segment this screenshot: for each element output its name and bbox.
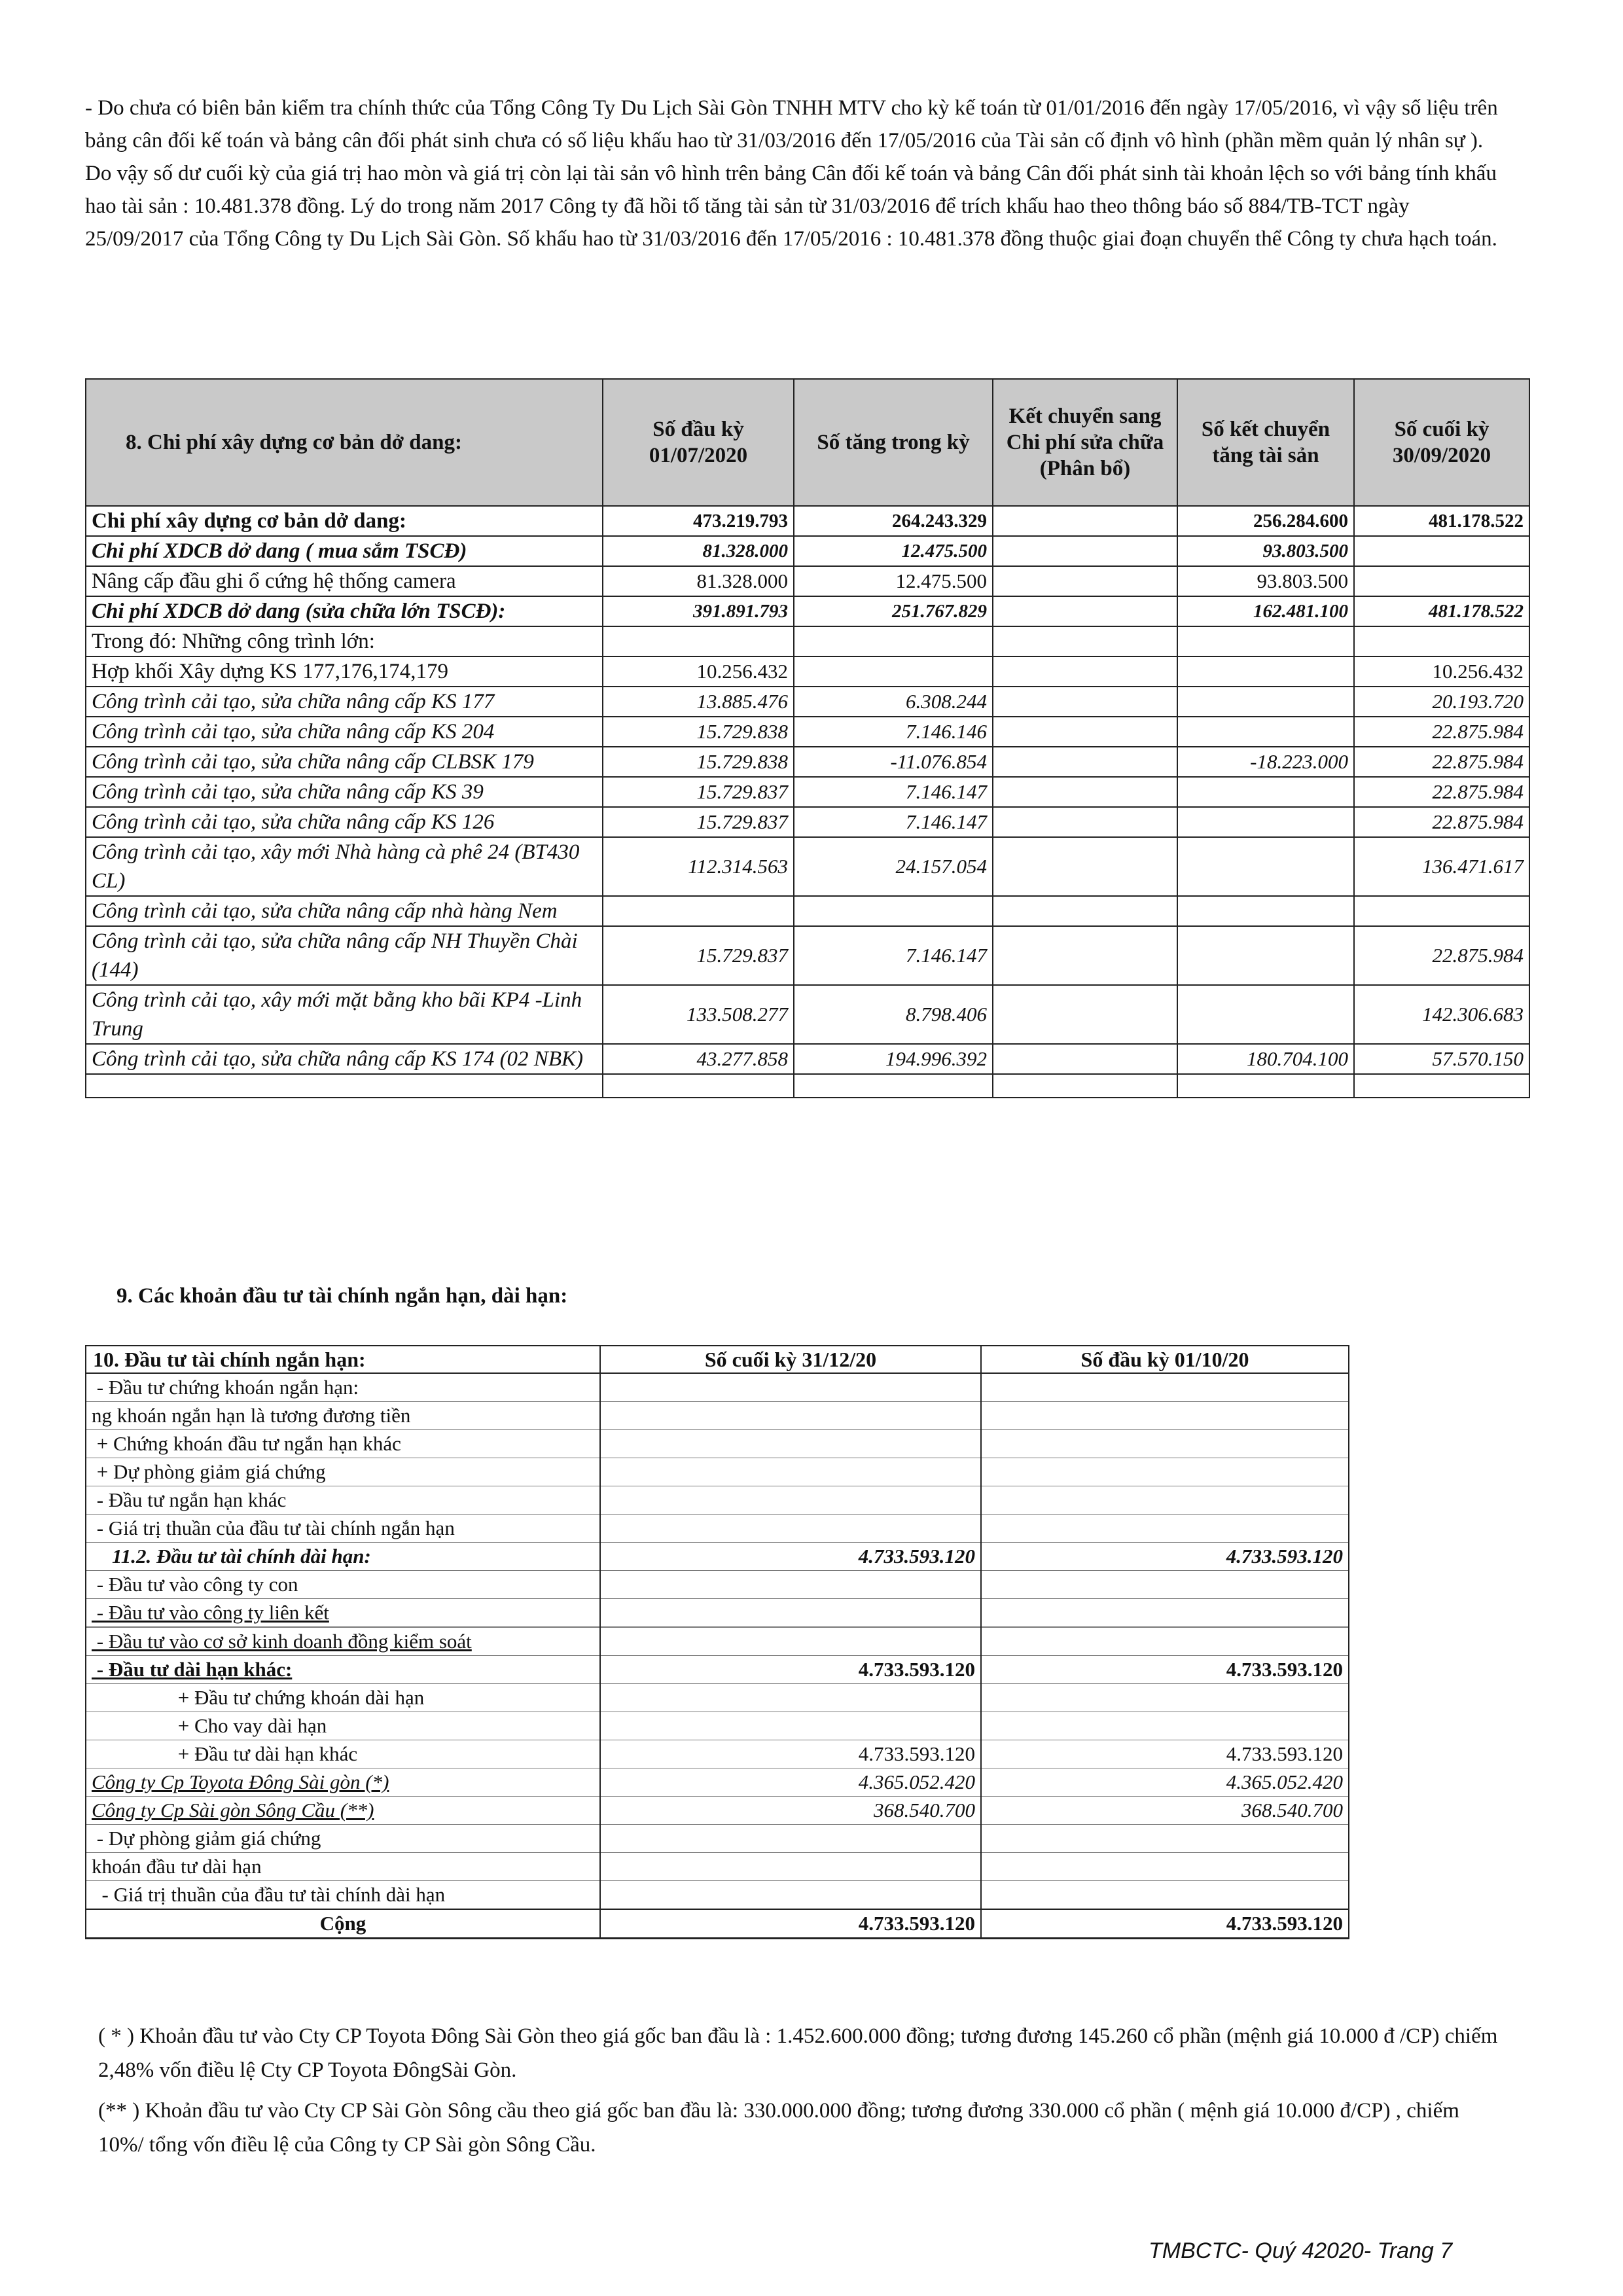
capex-cell-c2: 24.157.054: [794, 837, 993, 896]
investment-cell-c2: 368.540.700: [981, 1797, 1349, 1825]
page-footer: TMBCTC- Quý 42020- Trang 7: [1149, 2238, 1453, 2263]
capex-header-c2: Số tăng trong kỳ: [794, 379, 993, 506]
capex-cell-c5: 22.875.984: [1354, 926, 1529, 985]
capex-row: [86, 896, 1529, 926]
investment-cell-c2: [981, 1486, 1349, 1515]
investment-cell-c1: 4.733.593.120: [600, 1543, 981, 1571]
capex-table: [85, 378, 1530, 1098]
capex-cell-c4: [1177, 837, 1354, 896]
investment-row: [86, 1740, 1349, 1768]
investment-row-label-text: Công ty Cp Toyota Đông Sài gòn (*): [92, 1770, 389, 1793]
capex-cell-c2: 12.475.500: [794, 566, 993, 596]
investment-cell-c2: [981, 1825, 1349, 1853]
investment-row-label-text: + Đầu tư chứng khoán dài hạn: [92, 1686, 425, 1709]
capex-cell-c3: [993, 687, 1177, 717]
capex-row-label: Chi phí XDCB dở dang (sửa chữa lớn TSCĐ):: [86, 596, 603, 626]
investment-cell-c2: [981, 1515, 1349, 1543]
capex-cell-c4: [1177, 777, 1354, 807]
capex-cell-c3: [993, 506, 1177, 536]
investment-cell-c1: [600, 1599, 981, 1627]
capex-cell-c2: [794, 656, 993, 687]
capex-cell-c3: [993, 926, 1177, 985]
investment-row-label-text: + Chứng khoán đầu tư ngắn hạn khác: [92, 1432, 401, 1455]
capex-cell-c2: 8.798.406: [794, 985, 993, 1044]
footnote-1: ( * ) Khoản đầu tư vào Cty CP Toyota Đông Sài Gòn theo giá gốc ban đầu là : 1.452.600.000 đồng; tương đương 145.260 cổ phần (mệnh giá 10.000 đ /CP) chiếm 2,48% vốn điều lệ Cty CP Toyota ĐôngSài Gòn.: [98, 2024, 1498, 2082]
capex-cell-c1: 133.508.277: [603, 985, 794, 1044]
investment-header-c2: Số đầu kỳ 01/10/20: [981, 1346, 1349, 1373]
capex-cell-c5: 481.178.522: [1354, 596, 1529, 626]
capex-cell-c1: 10.256.432: [603, 656, 794, 687]
capex-empty-cell: [1177, 1074, 1354, 1098]
capex-cell-c3: [993, 536, 1177, 566]
investment-row-label: [86, 1712, 600, 1740]
investment-row-label-text: + Đầu tư dài hạn khác: [92, 1742, 358, 1765]
investment-cell-c1: [600, 1853, 981, 1881]
investment-cell-c2: [981, 1571, 1349, 1599]
investment-row: [86, 1853, 1349, 1881]
investment-row: [86, 1909, 1349, 1939]
capex-row: [86, 566, 1529, 596]
capex-row: [86, 626, 1529, 656]
investment-row-label-text: - Đầu tư vào cơ sở kinh doanh đồng kiểm soát: [92, 1630, 472, 1653]
capex-cell-c5: 136.471.617: [1354, 837, 1529, 896]
intro-paragraph: [85, 92, 1512, 255]
capex-cell-c4: [1177, 896, 1354, 926]
investment-header-row: [86, 1346, 1349, 1373]
capex-cell-c3: [993, 985, 1177, 1044]
investment-row-label: [86, 1458, 600, 1486]
investment-cell-c1: 368.540.700: [600, 1797, 981, 1825]
investment-row-label-text: khoán đầu tư dài hạn: [92, 1855, 262, 1878]
capex-row: [86, 1044, 1529, 1074]
capex-cell-c5: [1354, 536, 1529, 566]
investment-row-label: [86, 1684, 600, 1712]
investment-row-label: [86, 1402, 600, 1430]
investment-cell-c1: [600, 1430, 981, 1458]
capex-cell-c4: [1177, 717, 1354, 747]
capex-cell-c3: [993, 1044, 1177, 1074]
section-9-title: 9. Các khoản đầu tư tài chính ngắn hạn, dài hạn:: [116, 1284, 568, 1308]
capex-cell-c1: 81.328.000: [603, 566, 794, 596]
investment-row: [86, 1684, 1349, 1712]
investment-row-label-text: + Cho vay dài hạn: [92, 1714, 327, 1737]
footnotes: [98, 2019, 1505, 2168]
investment-row-label: [86, 1768, 600, 1797]
capex-cell-c2: 7.146.147: [794, 926, 993, 985]
investment-row-label-text: - Giá trị thuần của đầu tư tài chính dài hạn: [92, 1883, 446, 1906]
capex-cell-c1: [603, 896, 794, 926]
capex-cell-c1: 81.328.000: [603, 536, 794, 566]
investment-cell-c1: 4.733.593.120: [600, 1909, 981, 1939]
investment-row: [86, 1402, 1349, 1430]
capex-cell-c4: 180.704.100: [1177, 1044, 1354, 1074]
capex-row: [86, 596, 1529, 626]
capex-cell-c5: 10.256.432: [1354, 656, 1529, 687]
capex-cell-c1: 473.219.793: [603, 506, 794, 536]
capex-cell-c2: 6.308.244: [794, 687, 993, 717]
capex-header-c1: Số đầu kỳ 01/07/2020: [603, 379, 794, 506]
investment-cell-c1: [600, 1628, 981, 1656]
capex-row-label: Công trình cải tạo, sửa chữa nâng cấp nhà hàng Nem: [86, 896, 603, 926]
capex-cell-c3: [993, 626, 1177, 656]
investment-row-label-text: Công ty Cp Sài gòn Sông Cầu (**): [92, 1799, 374, 1821]
capex-row-label: Trong đó: Những công trình lớn:: [86, 626, 603, 656]
capex-cell-c2: 264.243.329: [794, 506, 993, 536]
investment-row: [86, 1458, 1349, 1486]
investment-cell-c2: 4.733.593.120: [981, 1740, 1349, 1768]
capex-empty-cell: [794, 1074, 993, 1098]
investment-row-label-text: - Đầu tư chứng khoán ngắn hạn:: [92, 1376, 359, 1399]
investment-row-label: [86, 1628, 600, 1656]
capex-header-c5: Số cuối kỳ 30/09/2020: [1354, 379, 1529, 506]
capex-row-label: Công trình cải tạo, sửa chữa nâng cấp KS 174 (02 NBK): [86, 1044, 603, 1074]
capex-cell-c3: [993, 656, 1177, 687]
capex-empty-cell: [993, 1074, 1177, 1098]
capex-cell-c1: 391.891.793: [603, 596, 794, 626]
investment-row: [86, 1543, 1349, 1571]
capex-cell-c1: 15.729.838: [603, 717, 794, 747]
investment-cell-c1: 4.733.593.120: [600, 1656, 981, 1684]
capex-cell-c1: 15.729.837: [603, 807, 794, 837]
capex-cell-c5: 481.178.522: [1354, 506, 1529, 536]
investment-row-label: [86, 1486, 600, 1515]
investment-row: [86, 1797, 1349, 1825]
capex-cell-c5: 20.193.720: [1354, 687, 1529, 717]
investment-cell-c2: 4.733.593.120: [981, 1909, 1349, 1939]
investment-header-c1: Số cuối kỳ 31/12/20: [600, 1346, 981, 1373]
investment-cell-c2: [981, 1373, 1349, 1402]
capex-cell-c3: [993, 747, 1177, 777]
capex-cell-c5: 22.875.984: [1354, 807, 1529, 837]
investment-row: [86, 1430, 1349, 1458]
investment-cell-c2: [981, 1712, 1349, 1740]
investment-row-label: [86, 1797, 600, 1825]
capex-row-label: Chi phí XDCB dở dang ( mua sắm TSCĐ): [86, 536, 603, 566]
investment-row-label-text: - Đầu tư dài hạn khác:: [92, 1658, 293, 1681]
investment-cell-c2: [981, 1684, 1349, 1712]
investment-row-label: [86, 1909, 600, 1939]
capex-cell-c4: 93.803.500: [1177, 566, 1354, 596]
capex-cell-c5: 22.875.984: [1354, 747, 1529, 777]
investment-row-label-text: - Đầu tư vào công ty con: [92, 1573, 298, 1596]
capex-row: [86, 656, 1529, 687]
capex-row: [86, 536, 1529, 566]
investment-cell-c1: 4.733.593.120: [600, 1740, 981, 1768]
capex-row-label: Chi phí xây dựng cơ bản dở dang:: [86, 506, 603, 536]
capex-cell-c3: [993, 837, 1177, 896]
investment-cell-c2: [981, 1458, 1349, 1486]
investment-row-label: [86, 1373, 600, 1402]
investment-cell-c1: 4.365.052.420: [600, 1768, 981, 1797]
capex-empty-cell: [603, 1074, 794, 1098]
investment-row: [86, 1571, 1349, 1599]
investment-cell-c2: [981, 1599, 1349, 1627]
investment-cell-c1: [600, 1402, 981, 1430]
investment-row: [86, 1825, 1349, 1853]
investment-row: [86, 1486, 1349, 1515]
investment-row: [86, 1515, 1349, 1543]
capex-row: [86, 687, 1529, 717]
investment-cell-c1: [600, 1515, 981, 1543]
capex-cell-c4: 256.284.600: [1177, 506, 1354, 536]
capex-cell-c1: 15.729.837: [603, 777, 794, 807]
capex-row: [86, 985, 1529, 1044]
investment-row: [86, 1373, 1349, 1402]
investment-row-label: [86, 1881, 600, 1910]
capex-cell-c4: 93.803.500: [1177, 536, 1354, 566]
capex-cell-c2: [794, 626, 993, 656]
investment-cell-c2: [981, 1628, 1349, 1656]
capex-cell-c2: 251.767.829: [794, 596, 993, 626]
capex-cell-c4: [1177, 626, 1354, 656]
investment-cell-c2: 4.733.593.120: [981, 1543, 1349, 1571]
investment-row-label: [86, 1599, 600, 1627]
capex-row-label: Công trình cải tạo, xây mới mặt bằng kho bãi KP4 -Linh Trung: [86, 985, 603, 1044]
capex-cell-c4: [1177, 985, 1354, 1044]
capex-row: [86, 717, 1529, 747]
capex-row: [86, 777, 1529, 807]
capex-cell-c4: [1177, 926, 1354, 985]
capex-row-label: Công trình cải tạo, sửa chữa nâng cấp KS 126: [86, 807, 603, 837]
capex-row-label: Công trình cải tạo, sửa chữa nâng cấp CLBSK 179: [86, 747, 603, 777]
investment-cell-c2: [981, 1430, 1349, 1458]
capex-header-c0: 8. Chi phí xây dựng cơ bản dở dang:: [86, 379, 603, 506]
investment-row-label: [86, 1430, 600, 1458]
capex-cell-c5: 142.306.683: [1354, 985, 1529, 1044]
capex-cell-c4: [1177, 656, 1354, 687]
investment-row-label-text: Cộng: [319, 1912, 366, 1935]
investment-row-label: [86, 1853, 600, 1881]
capex-row-label: Nâng cấp đầu ghi ổ cứng hệ thống camera: [86, 566, 603, 596]
investment-row-label-text: - Giá trị thuần của đầu tư tài chính ngắn hạn: [92, 1516, 455, 1539]
capex-cell-c1: 43.277.858: [603, 1044, 794, 1074]
investment-cell-c1: [600, 1881, 981, 1910]
investment-cell-c1: [600, 1684, 981, 1712]
investment-row-label: [86, 1515, 600, 1543]
capex-cell-c1: 112.314.563: [603, 837, 794, 896]
capex-cell-c5: 22.875.984: [1354, 777, 1529, 807]
capex-cell-c1: [603, 626, 794, 656]
capex-empty-cell: [1354, 1074, 1529, 1098]
capex-cell-c4: [1177, 807, 1354, 837]
capex-cell-c3: [993, 596, 1177, 626]
capex-cell-c3: [993, 717, 1177, 747]
investment-row: [86, 1628, 1349, 1656]
capex-cell-c5: [1354, 896, 1529, 926]
intro-text: - Do chưa có biên bản kiểm tra chính thức của Tổng Công Ty Du Lịch Sài Gòn TNHH MTV cho kỳ kế toán từ 01/01/2016 đến ngày 17/05/2016, vì vậy số liệu trên bảng cân đối kế toán và bảng cân đối phát sinh chưa có số liệu khấu hao từ 31/03/2016 đến 17/05/2016 của Tài sản cố định vô hình (phần mềm quản lý nhân sự ). Do vậy số dư cuối kỳ của giá trị hao mòn và giá trị còn lại tài sản vô hình trên bảng Cân đối kế toán và bảng Cân đối phát sinh tài khoản lệch so với bảng tính khấu hao tài sản : 10.481.378 đồng. Lý do trong năm 2017 Công ty đã hồi tố tăng tài sản từ 31/03/2016 để trích khấu hao theo thông báo số 884/TB-TCT ngày 25/09/2017 của Tổng Công ty Du Lịch Sài Gòn. Số khấu hao từ 31/03/2016 đến 17/05/2016 : 10.481.378 đồng thuộc giai đoạn chuyển thể Công ty chưa hạch toán.: [85, 96, 1498, 251]
capex-cell-c4: 162.481.100: [1177, 596, 1354, 626]
investment-cell-c1: [600, 1825, 981, 1853]
capex-header-c3: Kết chuyển sang Chi phí sửa chữa (Phân bổ): [993, 379, 1177, 506]
investment-row-label: [86, 1543, 600, 1571]
capex-cell-c5: 22.875.984: [1354, 717, 1529, 747]
capex-row-label: Công trình cải tạo, xây mới Nhà hàng cà phê 24 (BT430 CL): [86, 837, 603, 896]
investment-cell-c2: 4.733.593.120: [981, 1656, 1349, 1684]
investment-row-label: [86, 1571, 600, 1599]
capex-cell-c3: [993, 566, 1177, 596]
capex-row-label: Hợp khối Xây dựng KS 177,176,174,179: [86, 656, 603, 687]
investment-row: [86, 1599, 1349, 1627]
investment-cell-c2: [981, 1853, 1349, 1881]
investment-row: [86, 1656, 1349, 1684]
capex-empty-cell: [86, 1074, 603, 1098]
investment-row-label-text: - Đầu tư ngắn hạn khác: [92, 1488, 287, 1511]
capex-row: [86, 506, 1529, 536]
investment-row-label-text: - Đầu tư vào công ty liên kết: [92, 1601, 329, 1624]
investment-cell-c1: [600, 1486, 981, 1515]
capex-cell-c3: [993, 777, 1177, 807]
investment-cell-c1: [600, 1571, 981, 1599]
capex-cell-c5: [1354, 626, 1529, 656]
investment-header-c0: 10. Đầu tư tài chính ngắn hạn:: [86, 1346, 600, 1373]
investment-row-label-text: - Dự phòng giảm giá chứng: [92, 1827, 321, 1850]
investment-row-label-text: + Dự phòng giảm giá chứng: [92, 1460, 326, 1483]
investment-cell-c2: [981, 1402, 1349, 1430]
investment-row: [86, 1712, 1349, 1740]
capex-header-c4: Số kết chuyển tăng tài sản: [1177, 379, 1354, 506]
capex-cell-c1: 15.729.837: [603, 926, 794, 985]
investment-table: [85, 1345, 1349, 1939]
capex-cell-c4: -18.223.000: [1177, 747, 1354, 777]
investment-row-label: [86, 1825, 600, 1853]
capex-cell-c2: 194.996.392: [794, 1044, 993, 1074]
capex-row: [86, 807, 1529, 837]
capex-row: [86, 926, 1529, 985]
investment-row-label: [86, 1740, 600, 1768]
capex-cell-c1: 13.885.476: [603, 687, 794, 717]
capex-header-row: [86, 379, 1529, 506]
investment-row: [86, 1881, 1349, 1910]
capex-cell-c1: 15.729.838: [603, 747, 794, 777]
capex-row: [86, 837, 1529, 896]
capex-cell-c3: [993, 807, 1177, 837]
capex-cell-c3: [993, 896, 1177, 926]
investment-cell-c1: [600, 1373, 981, 1402]
investment-row-label-text: 11.2. Đầu tư tài chính dài hạn:: [92, 1545, 371, 1568]
capex-cell-c2: 12.475.500: [794, 536, 993, 566]
capex-row: [86, 747, 1529, 777]
investment-cell-c1: [600, 1712, 981, 1740]
capex-cell-c2: -11.076.854: [794, 747, 993, 777]
capex-row-label: Công trình cải tạo, sửa chữa nâng cấp KS 204: [86, 717, 603, 747]
capex-cell-c4: [1177, 687, 1354, 717]
capex-row-label: Công trình cải tạo, sửa chữa nâng cấp KS 177: [86, 687, 603, 717]
capex-row-label: Công trình cải tạo, sửa chữa nâng cấp KS 39: [86, 777, 603, 807]
investment-cell-c1: [600, 1458, 981, 1486]
footnote-2: (** ) Khoản đầu tư vào Cty CP Sài Gòn Sông cầu theo giá gốc ban đầu là: 330.000.000 đồng; tương đương 330.000 cổ phần ( mệnh giá 10.000 đ/CP) , chiếm 10%/ tổng vốn điều lệ của Công ty CP Sài gòn Sông Cầu.: [98, 2099, 1459, 2157]
capex-cell-c2: 7.146.147: [794, 807, 993, 837]
capex-cell-c5: 57.570.150: [1354, 1044, 1529, 1074]
capex-cell-c5: [1354, 566, 1529, 596]
capex-cell-c2: [794, 896, 993, 926]
investment-row-label: [86, 1656, 600, 1684]
investment-row-label-text: ng khoán ngắn hạn là tương đương tiền: [92, 1404, 411, 1427]
capex-empty-row: [86, 1074, 1529, 1098]
investment-cell-c2: [981, 1881, 1349, 1910]
capex-cell-c2: 7.146.146: [794, 717, 993, 747]
investment-row: [86, 1768, 1349, 1797]
capex-row-label: Công trình cải tạo, sửa chữa nâng cấp NH Thuyền Chài (144): [86, 926, 603, 985]
investment-cell-c2: 4.365.052.420: [981, 1768, 1349, 1797]
capex-cell-c2: 7.146.147: [794, 777, 993, 807]
